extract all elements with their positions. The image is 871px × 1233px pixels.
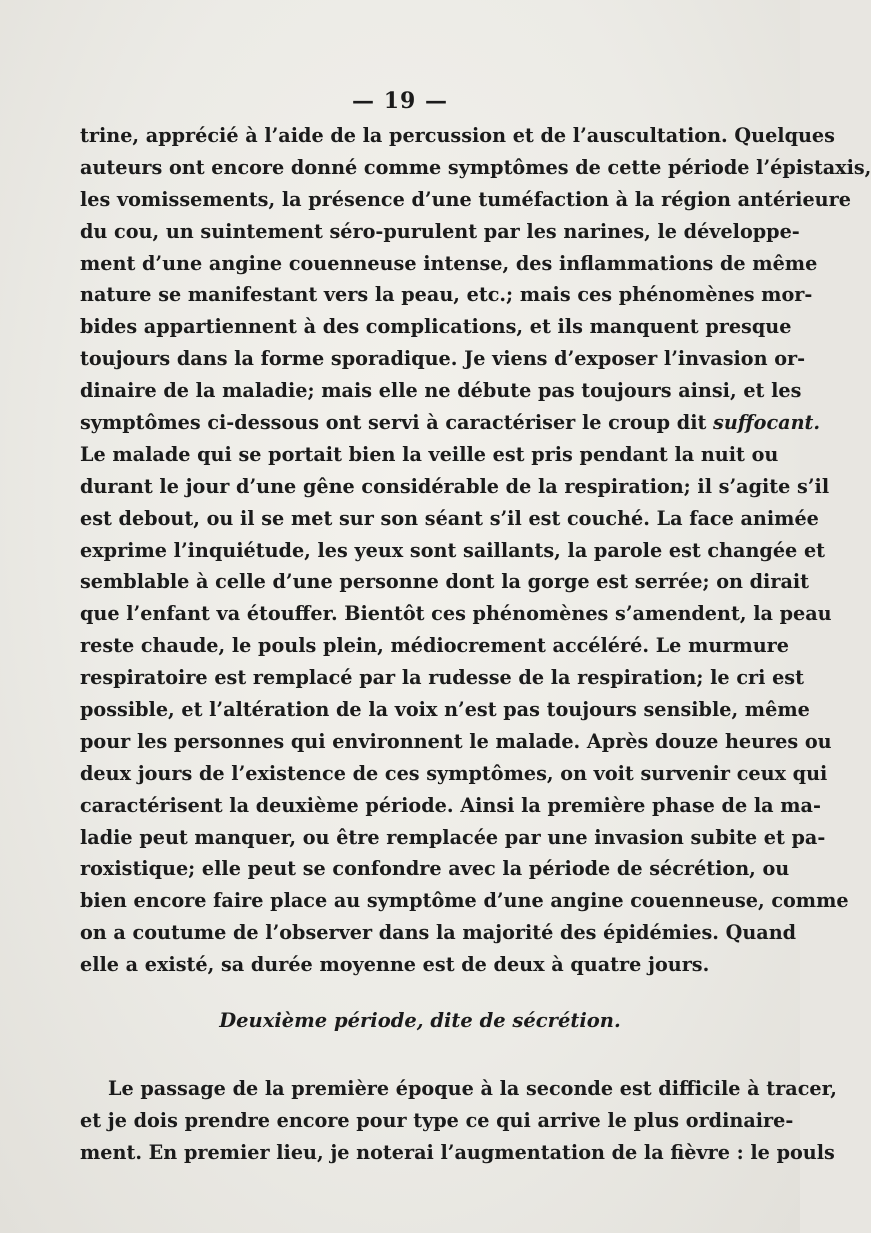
text-line: possible, et l’altération de la voix n’est pas toujours sensible, même [80, 698, 810, 722]
page-number: — 19 — [352, 88, 448, 114]
text-line: Le passage de la première époque à la seconde est difficile à tracer, [108, 1077, 837, 1101]
text-line-with-term [80, 407, 821, 439]
italic-term: suffocant. [713, 411, 821, 435]
text-line: symptômes ci-dessous ont servi à caractériser le croup dit [80, 411, 714, 435]
text-line: caractérisent la deuxième période. Ainsi la première phase de la ma- [80, 793, 821, 817]
text-line: toujours dans la forme sporadique. Je viens d’exposer l’invasion or- [80, 347, 806, 371]
text-line: ment d’une angine couenneuse intense, des inflammations de même [80, 251, 818, 275]
text-line: pour les personnes qui environnent le malade. Après douze heures ou [80, 729, 832, 753]
text-line: semblable à celle d’une personne dont la gorge est serrée; on dirait [80, 570, 810, 594]
section-heading-text: Deuxième période, dite de sécrétion. [219, 1009, 621, 1033]
text-line: bides appartiennent à des complications, et ils manquent presque [80, 315, 792, 339]
text-line: respiratoire est remplacé par la rudesse de la respiration; le cri est [80, 666, 804, 690]
text-line: les vomissements, la présence d’une tuméfaction à la région antérieure [80, 187, 851, 211]
text-line: auteurs ont encore donné comme symptômes de cette période l’épistaxis, [80, 155, 871, 179]
text-line: et je dois prendre encore pour type ce qui arrive le plus ordinaire- [80, 1108, 794, 1132]
body-text [80, 120, 871, 1169]
paragraph-1 [80, 120, 871, 439]
text-line: est debout, ou il se met sur son séant s’il est couché. La face animée [80, 506, 819, 530]
text-line: deux jours de l’existence de ces symptômes, on voit survenir ceux qui [80, 761, 828, 785]
text-line: que l’enfant va étouffer. Bientôt ces phénomènes s’amendent, la peau [80, 602, 832, 626]
text-line: ment. En premier lieu, je noterai l’augmentation de la fièvre : le pouls [80, 1140, 835, 1164]
text-line: reste chaude, le pouls plein, médiocrement accéléré. Le murmure [80, 634, 790, 658]
text-line: ladie peut manquer, ou être remplacée par une invasion subite et pa- [80, 825, 826, 849]
section-heading [80, 981, 738, 1061]
text-line: bien encore faire place au symptôme d’une angine couenneuse, comme [80, 889, 849, 913]
paragraph-3 [80, 1073, 837, 1169]
text-line: dinaire de la maladie; mais elle ne débute pas toujours ainsi, et les [80, 379, 802, 403]
text-line: on a coutume de l’observer dans la majorité des épidémies. Quand [80, 921, 797, 945]
text-line: durant le jour d’une gêne considérable de la respiration; il s’agite s’il [80, 474, 830, 498]
text-line: roxistique; elle peut se confondre avec la période de sécrétion, ou [80, 857, 790, 881]
text-line: Le malade qui se portait bien la veille est pris pendant la nuit ou [80, 442, 779, 466]
text-line: exprime l’inquiétude, les yeux sont saillants, la parole est changée et [80, 538, 826, 562]
text-line: nature se manifestant vers la peau, etc.; mais ces phénomènes mor- [80, 283, 813, 307]
text-line: elle a existé, sa durée moyenne est de deux à quatre jours. [80, 953, 710, 977]
text-line: du cou, un suintement séro-purulent par les narines, le développe- [80, 219, 800, 243]
paragraph-2 [80, 439, 849, 981]
text-line: trine, apprécié à l’aide de la percussion et de l’auscultation. Quelques [80, 124, 835, 147]
